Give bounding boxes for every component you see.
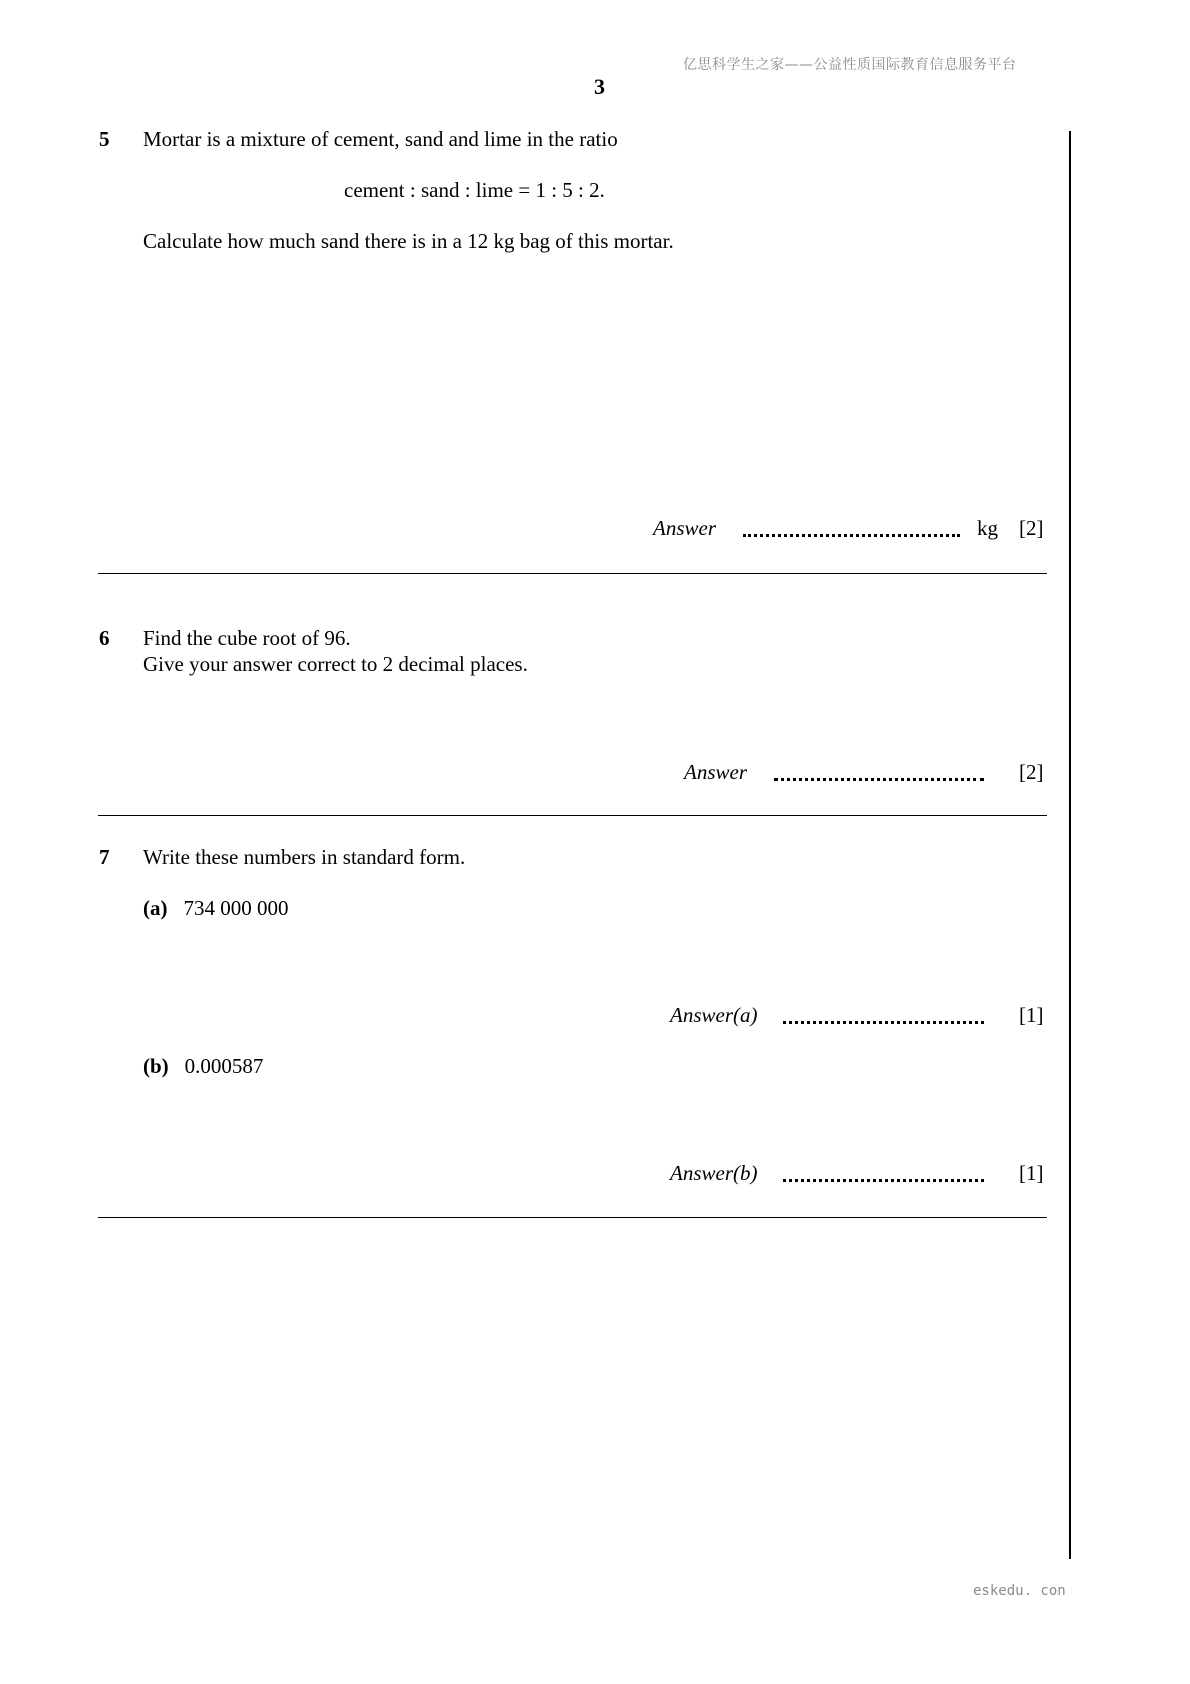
question-7a <box>143 896 289 921</box>
question-5-unit: kg <box>977 516 998 540</box>
question-6-answer-line[interactable] <box>774 778 984 781</box>
question-6-answer-label: Answer <box>684 760 747 784</box>
question-7a-answer-line[interactable] <box>783 1021 984 1024</box>
footer-site: eskedu. con <box>973 1583 1066 1599</box>
question-5-ratio: cement : sand : lime = 1 : 5 : 2. <box>344 178 605 202</box>
question-7a-marks: [1] <box>1019 1003 1044 1027</box>
divider-after-q6 <box>98 815 1047 816</box>
question-5-answer-label: Answer <box>653 516 716 540</box>
question-6-line2: Give your answer correct to 2 decimal places. <box>143 652 528 676</box>
question-5-marks: [2] <box>1019 516 1044 540</box>
question-7b-answer-label: Answer(b) <box>670 1161 758 1185</box>
question-5-text: Calculate how much sand there is in a 12 kg bag of this mortar. <box>143 229 674 253</box>
right-margin-line <box>1069 131 1071 1559</box>
question-7b-marks: [1] <box>1019 1161 1044 1185</box>
question-6-number: 6 <box>99 626 110 650</box>
question-7b <box>143 1054 263 1079</box>
page-number: 3 <box>594 74 605 99</box>
divider-after-q5 <box>98 573 1047 574</box>
question-6-marks: [2] <box>1019 760 1044 784</box>
question-5-answer-line[interactable] <box>743 534 960 537</box>
question-7-intro: Write these numbers in standard form. <box>143 845 466 869</box>
divider-after-q7 <box>98 1217 1047 1218</box>
header-watermark: 亿思科学生之家——公益性质国际教育信息服务平台 <box>683 57 1017 73</box>
question-5-number: 5 <box>99 127 110 151</box>
question-7-number: 7 <box>99 845 110 869</box>
question-6-line1: Find the cube root of 96. <box>143 626 351 650</box>
question-7b-value: 0.000587 <box>184 1054 264 1078</box>
question-7b-answer-line[interactable] <box>783 1179 984 1182</box>
question-5-intro: Mortar is a mixture of cement, sand and lime in the ratio <box>143 127 618 151</box>
question-7a-answer-label: Answer(a) <box>670 1003 758 1027</box>
question-7b-label: (b) <box>143 1054 169 1078</box>
question-7a-label: (a) <box>143 896 168 920</box>
question-7a-value: 734 000 000 <box>183 896 289 920</box>
